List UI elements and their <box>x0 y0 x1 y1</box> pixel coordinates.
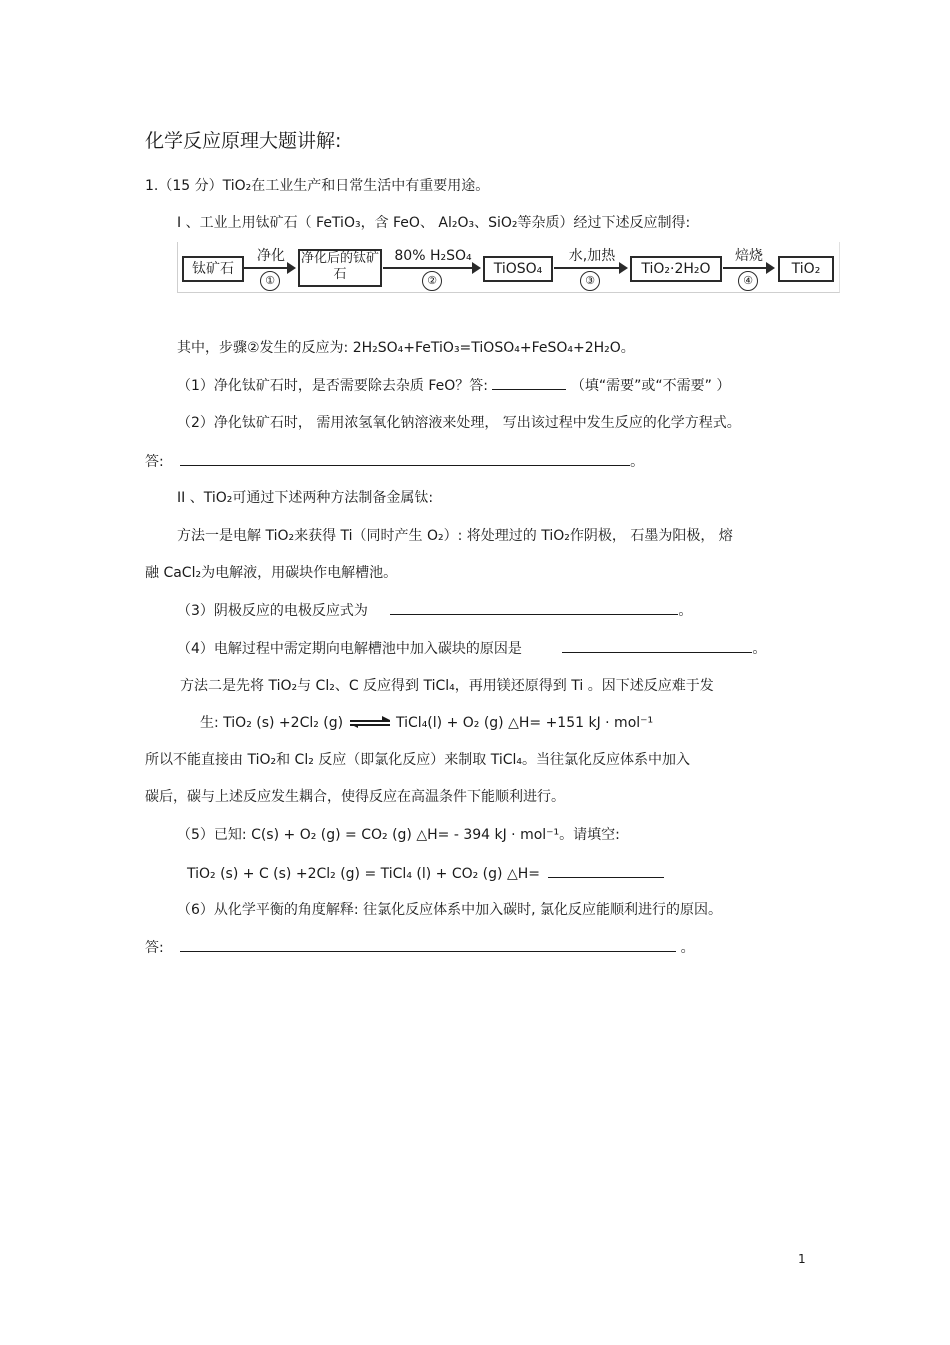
question-2-text: （2）净化钛矿石时， 需用浓氢氧化钠溶液来处理， 写出该过程中发生反应的化学方程式。 <box>177 415 741 431</box>
question-5-equation: TiO₂ (s) + C (s) +2Cl₂ (g) = TiCl₄ (l) + CO₂ (g) △H= <box>187 866 540 882</box>
question-3-row <box>177 600 692 621</box>
process-flow-diagram <box>177 242 840 293</box>
question-3-text: （3）阴极反应的电极反应式为 <box>177 603 368 619</box>
question-4-text: （4）电解过程中需定期向电解槽池中加入碳块的原因是 <box>177 641 522 657</box>
flow-condition-4: 焙烧 <box>735 248 763 264</box>
question-5-equation-row <box>187 863 664 884</box>
part2-header: II 、TiO₂可通过下述两种方法制备金属钛: <box>177 490 434 506</box>
flow-arrow-4 <box>723 267 773 269</box>
answer-blank-4[interactable] <box>562 638 752 653</box>
part1-header: I 、工业上用钛矿石（ FeTiO₃，含 FeO、 Al₂O₃、SiO₂等杂质）经过下述反应制得: <box>177 215 691 231</box>
flow-arrow-1 <box>244 267 294 269</box>
flow-condition-1: 净化 <box>257 248 285 264</box>
page-title: 化学反应原理大题讲解: <box>145 130 342 152</box>
flow-condition-3: 水,加热 <box>568 248 616 264</box>
question-1-hint: （填“需要”或“不需要” ） <box>570 378 731 394</box>
answer-label: 答: <box>145 454 164 470</box>
flow-condition-2: 80% H₂SO₄ <box>394 248 472 264</box>
answer-blank-5[interactable] <box>548 863 664 878</box>
question-1-text: （1）净化钛矿石时，是否需要除去杂质 FeO？答: <box>177 378 488 394</box>
question-6-text: （6）从化学平衡的角度解释: 往氯化反应体系中加入碳时, 氯化反应能顺利进行的原因。 <box>177 902 722 918</box>
step-marker-2: ② <box>422 271 442 291</box>
flow-box-ore: 钛矿石 <box>182 256 244 282</box>
question-intro: 1.（15 分）TiO₂在工业生产和日常生活中有重要用途。 <box>145 178 490 194</box>
flow-box-tio2: TiO₂ <box>778 256 834 282</box>
equation-left: 生: TiO₂ (s) +2Cl₂ (g) <box>200 715 344 731</box>
flow-box-tioso4: TiOSO₄ <box>483 256 553 282</box>
question-5-text: （5）已知: C(s) + O₂ (g) = CO₂ (g) △H= - 394 kJ · mol⁻¹。请填空: <box>177 827 620 843</box>
step-marker-3: ③ <box>580 271 600 291</box>
equilibrium-arrow-icon <box>350 718 390 728</box>
answer-2-row <box>145 451 644 472</box>
answer-label: 答: <box>145 940 164 956</box>
answer-blank-6[interactable] <box>180 937 676 952</box>
period: 。 <box>680 940 695 956</box>
method2-line-d: 碳后，碳与上述反应发生耦合，使得反应在高温条件下能顺利进行。 <box>145 789 565 805</box>
method2-line-a: 方法二是先将 TiO₂与 Cl₂、C 反应得到 TiCl₄，再用镁还原得到 Ti 。因下述反应难于发 <box>180 678 714 694</box>
step-marker-1: ① <box>260 271 280 291</box>
answer-blank-3[interactable] <box>390 600 678 615</box>
answer-6-row <box>145 937 695 958</box>
step2-reaction: 其中，步骤②发生的反应为: 2H₂SO₄+FeTiO₃=TiOSO₄+FeSO₄+2H₂O。 <box>177 340 635 356</box>
question-4-row <box>177 638 766 659</box>
answer-blank-2[interactable] <box>180 451 630 466</box>
page-number: 1 <box>798 1252 806 1266</box>
step-marker-4: ④ <box>738 271 758 291</box>
method1-line-b: 融 CaCl₂为电解液，用碳块作电解槽池。 <box>145 565 398 581</box>
period: 。 <box>678 603 693 619</box>
question-1-row <box>177 375 730 396</box>
flow-box-purified: 净化后的钛矿石 <box>298 249 382 287</box>
period: 。 <box>630 454 645 470</box>
period: 。 <box>752 641 767 657</box>
flow-box-hydrate: TiO₂·2H₂O <box>630 256 722 282</box>
flow-arrow-2 <box>383 267 479 269</box>
method2-line-c: 所以不能直接由 TiO₂和 Cl₂ 反应（即氯化反应）来制取 TiCl₄。当往氯化反应体系中加入 <box>145 752 691 768</box>
answer-blank-1[interactable] <box>492 375 566 390</box>
method2-equation <box>200 713 653 733</box>
method1-line-a: 方法一是电解 TiO₂来获得 Ti（同时产生 O₂）: 将处理过的 TiO₂作阴极， 石墨为阳极， 熔 <box>177 528 733 544</box>
flow-arrow-3 <box>554 267 626 269</box>
equation-right: TiCl₄(l) + O₂ (g) △H= +151 kJ · mol⁻¹ <box>396 715 654 731</box>
